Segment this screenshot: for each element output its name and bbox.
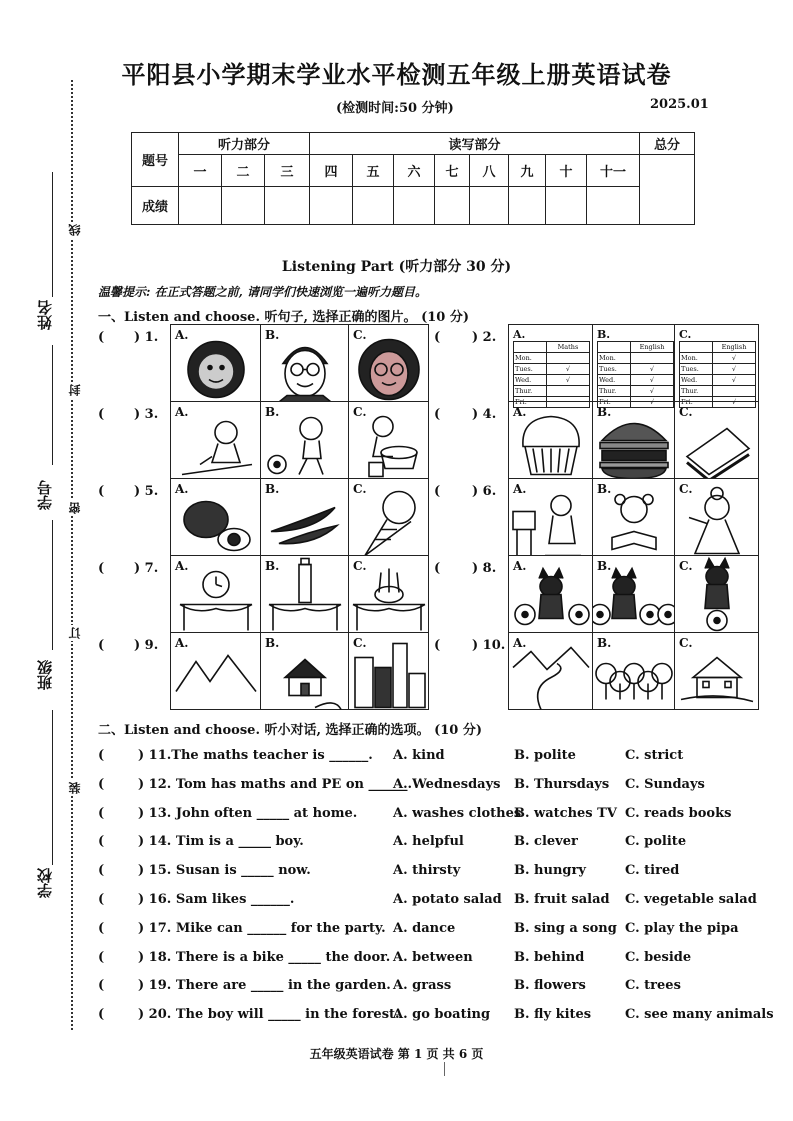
picture-option[interactable]	[508, 324, 593, 406]
picture-option[interactable]	[674, 324, 759, 406]
dog-between-balls-icon	[509, 556, 593, 633]
option-a[interactable]: A. dance	[393, 920, 456, 936]
score-cell[interactable]	[509, 187, 546, 225]
option-letter: C.	[679, 559, 693, 573]
picture-option[interactable]	[508, 478, 593, 556]
seal-char: 订	[68, 627, 82, 639]
dialogue-question-row	[98, 863, 768, 885]
option-letter: A.	[513, 405, 527, 419]
answer-paren-open[interactable]: (	[434, 561, 441, 576]
score-cell[interactable]	[179, 187, 222, 225]
question-stem: ) 15. Susan is _____ now.	[138, 863, 311, 879]
answer-paren-open[interactable]: (	[98, 834, 105, 850]
old-man-face-icon	[171, 325, 261, 402]
option-c[interactable]: C. vegetable salad	[625, 892, 757, 907]
girl-singing-icon	[675, 479, 759, 556]
hamburger-icon	[593, 402, 675, 479]
mountains-icon	[171, 633, 261, 710]
school-label: 学校	[36, 868, 54, 898]
exam-duration: (检测时间:50 分钟)	[336, 101, 454, 116]
picture-option[interactable]	[260, 632, 349, 710]
option-a[interactable]: A. between	[393, 949, 473, 965]
option-b[interactable]: B. polite	[514, 748, 576, 763]
question-stem: ) 12. Tom has maths and PE on ______.	[138, 776, 413, 792]
picture-option[interactable]	[260, 324, 349, 402]
answer-paren-open[interactable]: (	[98, 748, 105, 763]
girl-reading-book-icon	[593, 479, 675, 556]
answer-paren-open[interactable]: (	[98, 407, 105, 422]
answer-paren-open[interactable]: (	[98, 978, 105, 994]
question-stem: ) 18. There is a bike _____ the door.	[138, 949, 391, 965]
picture-option[interactable]	[348, 632, 429, 710]
score-cell[interactable]	[310, 187, 353, 225]
picture-option[interactable]	[674, 478, 759, 556]
exam-title: 平阳县小学期末学业水平检测五年级上册英语试卷	[121, 60, 672, 89]
picture-option[interactable]	[170, 324, 261, 402]
score-col-2: 二	[222, 155, 265, 187]
answer-paren-open[interactable]: (	[434, 407, 441, 422]
question-number: ) 5.	[134, 484, 159, 499]
question-number: ) 10.	[472, 638, 506, 653]
answer-paren-open[interactable]: (	[434, 638, 441, 653]
river-valley-icon	[509, 633, 593, 710]
question-number: ) 2.	[472, 330, 497, 345]
score-col-4: 四	[310, 155, 353, 187]
chillies-icon	[261, 479, 349, 556]
picture-option[interactable]	[348, 478, 429, 556]
name-label: 姓名	[36, 300, 54, 330]
option-letter: A.	[175, 559, 189, 573]
option-letter: A.	[175, 636, 189, 650]
school-blank-line	[52, 710, 53, 865]
answer-paren-open[interactable]: (	[98, 863, 105, 879]
seal-char: 装	[68, 782, 82, 794]
option-c[interactable]: C. see many animals	[625, 1007, 774, 1023]
picture-option[interactable]	[592, 324, 675, 406]
option-b[interactable]: B. fly kites	[514, 1007, 592, 1023]
option-letter: C.	[679, 636, 693, 650]
answer-paren-open[interactable]: (	[98, 805, 105, 821]
answer-paren-open[interactable]: (	[98, 561, 105, 576]
answer-paren-open[interactable]: (	[98, 892, 105, 907]
option-a[interactable]: A. washes clothes	[393, 805, 522, 821]
dialogue-question-row	[98, 950, 768, 972]
option-letter: A.	[513, 636, 527, 650]
answer-paren-open[interactable]: (	[98, 776, 105, 792]
class-blank-line	[52, 520, 53, 650]
option-a[interactable]: A. kind	[393, 748, 445, 763]
option-letter: B.	[265, 636, 280, 650]
student-id-blank-line	[52, 345, 53, 465]
listening-header: 听力部分	[179, 133, 310, 155]
option-b[interactable]: B. watches TV	[514, 805, 617, 821]
score-cell[interactable]	[435, 187, 470, 225]
question-stem: ) 19. There are _____ in the garden.	[138, 978, 391, 994]
option-a[interactable]: A. potato salad	[393, 892, 502, 907]
option-letter: B.	[265, 405, 280, 419]
score-cell[interactable]	[546, 187, 587, 225]
option-letter: C.	[353, 405, 367, 419]
score-cell[interactable]	[587, 187, 640, 225]
option-b[interactable]: B. flowers	[514, 978, 586, 994]
part2-title: 二、Listen and choose. 听小对话, 选择正确的选项。 (10 分)	[98, 723, 482, 738]
option-a[interactable]: A. go boating	[393, 1007, 491, 1023]
option-letter: A.	[513, 482, 527, 496]
question-stem: ) 16. Sam likes ______.	[138, 892, 295, 907]
option-letter: B.	[597, 328, 611, 341]
score-cell[interactable]	[222, 187, 265, 225]
option-letter: B.	[265, 559, 280, 573]
city-buildings-icon	[349, 633, 429, 710]
score-cell[interactable]	[470, 187, 509, 225]
option-c[interactable]: C. beside	[625, 949, 692, 965]
score-col-3: 三	[265, 155, 310, 187]
dialogue-question-row	[98, 892, 768, 914]
option-letter: C.	[679, 405, 693, 419]
option-c[interactable]: C. polite	[625, 834, 687, 850]
seal-char: 线	[68, 224, 82, 236]
option-a[interactable]: A. grass	[393, 978, 452, 994]
option-letter: B.	[597, 482, 612, 496]
boy-washing-clothes-icon	[349, 402, 429, 479]
option-letter: B.	[265, 328, 280, 342]
dialogue-question-row	[98, 748, 768, 770]
option-letter: A.	[513, 328, 526, 341]
question-stem: ) 17. Mike can ______ for the party.	[138, 920, 386, 936]
cupcake-icon	[509, 402, 593, 479]
option-b[interactable]: B. behind	[514, 949, 585, 965]
question-number: ) 3.	[134, 407, 159, 422]
option-a[interactable]: A. helpful	[393, 834, 464, 850]
answer-paren-open[interactable]: (	[98, 949, 105, 965]
option-letter: B.	[597, 636, 612, 650]
score-col-6: 六	[394, 155, 435, 187]
class-label: 班级	[36, 660, 54, 690]
dialogue-question-row	[98, 806, 768, 828]
question-stem: ) 11.The maths teacher is ______.	[138, 748, 373, 763]
option-letter: A.	[175, 405, 189, 419]
answer-paren-open[interactable]: (	[434, 484, 441, 499]
option-letter: B.	[265, 482, 280, 496]
option-a[interactable]: A. Wednesdays	[393, 776, 501, 792]
seal-char: 密	[68, 502, 82, 514]
option-letter: C.	[353, 559, 367, 573]
score-col-1: 一	[179, 155, 222, 187]
picture-option[interactable]	[592, 632, 675, 710]
option-letter: C.	[679, 482, 693, 496]
option-letter: A.	[513, 559, 527, 573]
dialogue-question-row	[98, 921, 768, 943]
score-col-5: 五	[353, 155, 394, 187]
picture-option[interactable]	[508, 632, 593, 710]
forest-icon	[593, 633, 675, 710]
seal-char: 封	[68, 384, 82, 396]
student-id-label: 学号	[36, 480, 54, 510]
row-label-score: 成绩	[132, 187, 179, 225]
dialogue-question-row	[98, 1007, 774, 1029]
option-c[interactable]: C. play the pipa	[625, 920, 739, 936]
dog-on-ball-icon	[675, 556, 759, 633]
clock-on-table-icon	[171, 556, 261, 633]
question-stem: ) 14. Tim is a _____ boy.	[138, 834, 304, 850]
picture-option[interactable]	[170, 478, 261, 556]
timetable-icon: English Mon. Tues. √ Wed. √ Thur. √ Fri. √	[597, 341, 674, 408]
option-c[interactable]: C. strict	[625, 748, 684, 763]
option-letter: C.	[679, 328, 692, 341]
picture-option[interactable]	[170, 555, 261, 633]
option-letter: C.	[353, 482, 367, 496]
picture-option[interactable]	[260, 478, 349, 556]
question-number: ) 4.	[472, 407, 497, 422]
bottle-on-table-icon	[261, 556, 349, 633]
question-number: ) 1.	[134, 330, 159, 345]
picture-option[interactable]	[170, 401, 261, 479]
divider	[444, 1062, 445, 1076]
picture-option[interactable]	[348, 401, 429, 479]
reading-header: 读写部分	[310, 133, 640, 155]
ice-cream-icon	[349, 479, 429, 556]
question-stem: ) 20. The boy will _____ in the forest.	[138, 1007, 400, 1023]
option-letter: A.	[175, 482, 189, 496]
row-label-number: 题号	[132, 133, 179, 187]
answer-paren-open[interactable]: (	[434, 330, 441, 345]
girl-watching-tv-icon	[509, 479, 593, 556]
picture-option[interactable]	[674, 555, 759, 633]
dialogue-question-row	[98, 978, 768, 1000]
picture-option[interactable]	[508, 401, 593, 479]
option-c[interactable]: C. Sundays	[625, 776, 705, 792]
option-letter: B.	[597, 559, 612, 573]
woman-with-glasses-face-icon	[349, 325, 429, 402]
picture-option[interactable]	[348, 324, 429, 402]
man-with-glasses-face-icon	[261, 325, 349, 402]
score-col-11: 十一	[587, 155, 640, 187]
option-letter: B.	[597, 405, 612, 419]
option-letter: A.	[175, 328, 189, 342]
village-house-icon	[261, 633, 349, 710]
option-b[interactable]: B. sing a song	[514, 920, 617, 936]
picture-option[interactable]	[592, 555, 675, 633]
option-letter: C.	[353, 636, 367, 650]
picture-option[interactable]	[674, 401, 759, 479]
picture-option[interactable]	[592, 478, 675, 556]
question-stem: ) 13. John often _____ at home.	[138, 805, 358, 821]
option-c[interactable]: C. tired	[625, 863, 680, 879]
option-a[interactable]: A. thirsty	[393, 863, 461, 879]
picture-option[interactable]	[348, 555, 429, 633]
answer-paren-open[interactable]: (	[98, 1007, 105, 1023]
option-b[interactable]: B. Thursdays	[514, 776, 610, 792]
score-cell[interactable]	[265, 187, 310, 225]
house-in-village-icon	[675, 633, 759, 710]
question-number: ) 6.	[472, 484, 497, 499]
picture-option[interactable]	[674, 632, 759, 710]
score-table	[131, 132, 695, 225]
answer-paren-open[interactable]: (	[98, 638, 105, 653]
dialogue-question-row	[98, 777, 768, 799]
answer-paren-open[interactable]: (	[98, 920, 105, 936]
picture-option[interactable]	[508, 555, 593, 633]
option-letter: C.	[353, 328, 367, 342]
timetable-icon: Maths Mon. Tues. √ Wed. √ Thur. Fri.	[513, 341, 590, 408]
part1-title: 一、Listen and choose. 听句子, 选择正确的图片。 (10 分)	[98, 310, 469, 325]
tip-text: 温馨提示: 在正式答题之前, 请同学们快速浏览一遍听力题目。	[98, 285, 427, 299]
page-footer: 五年级英语试卷 第 1 页 共 6 页	[309, 1047, 484, 1061]
boy-playing-football-icon	[261, 402, 349, 479]
picture-option[interactable]	[260, 555, 349, 633]
total-header: 总分	[640, 133, 695, 155]
answer-paren-open[interactable]: (	[98, 330, 105, 345]
answer-paren-open[interactable]: (	[98, 484, 105, 499]
option-c[interactable]: C. reads books	[625, 805, 732, 821]
total-score-cell[interactable]	[640, 155, 695, 225]
option-b[interactable]: B. clever	[514, 834, 578, 850]
score-cell[interactable]	[394, 187, 435, 225]
girl-drawing-icon	[171, 402, 261, 479]
score-col-8: 八	[470, 155, 509, 187]
plant-on-table-icon	[349, 556, 429, 633]
score-col-10: 十	[546, 155, 587, 187]
question-number: ) 8.	[472, 561, 497, 576]
option-b[interactable]: B. hungry	[514, 863, 586, 879]
score-col-7: 七	[435, 155, 470, 187]
sandwich-icon	[675, 402, 759, 479]
timetable-icon: English Mon. √ Tues. √ Wed. √ Thur. Fri. √	[679, 341, 756, 408]
picture-option[interactable]	[170, 632, 261, 710]
question-number: ) 9.	[134, 638, 159, 653]
option-b[interactable]: B. fruit salad	[514, 892, 610, 907]
dialogue-question-row	[98, 834, 768, 856]
section-title: Listening Part (听力部分 30 分)	[281, 259, 512, 275]
question-number: ) 7.	[134, 561, 159, 576]
name-blank-line	[52, 172, 53, 297]
eggs-icon	[171, 479, 261, 556]
picture-option[interactable]	[592, 401, 675, 479]
option-c[interactable]: C. trees	[625, 978, 681, 994]
score-cell[interactable]	[353, 187, 394, 225]
score-col-9: 九	[509, 155, 546, 187]
exam-date: 2025.01	[650, 97, 709, 112]
dog-beside-balls-icon	[593, 556, 675, 633]
picture-option[interactable]	[260, 401, 349, 479]
